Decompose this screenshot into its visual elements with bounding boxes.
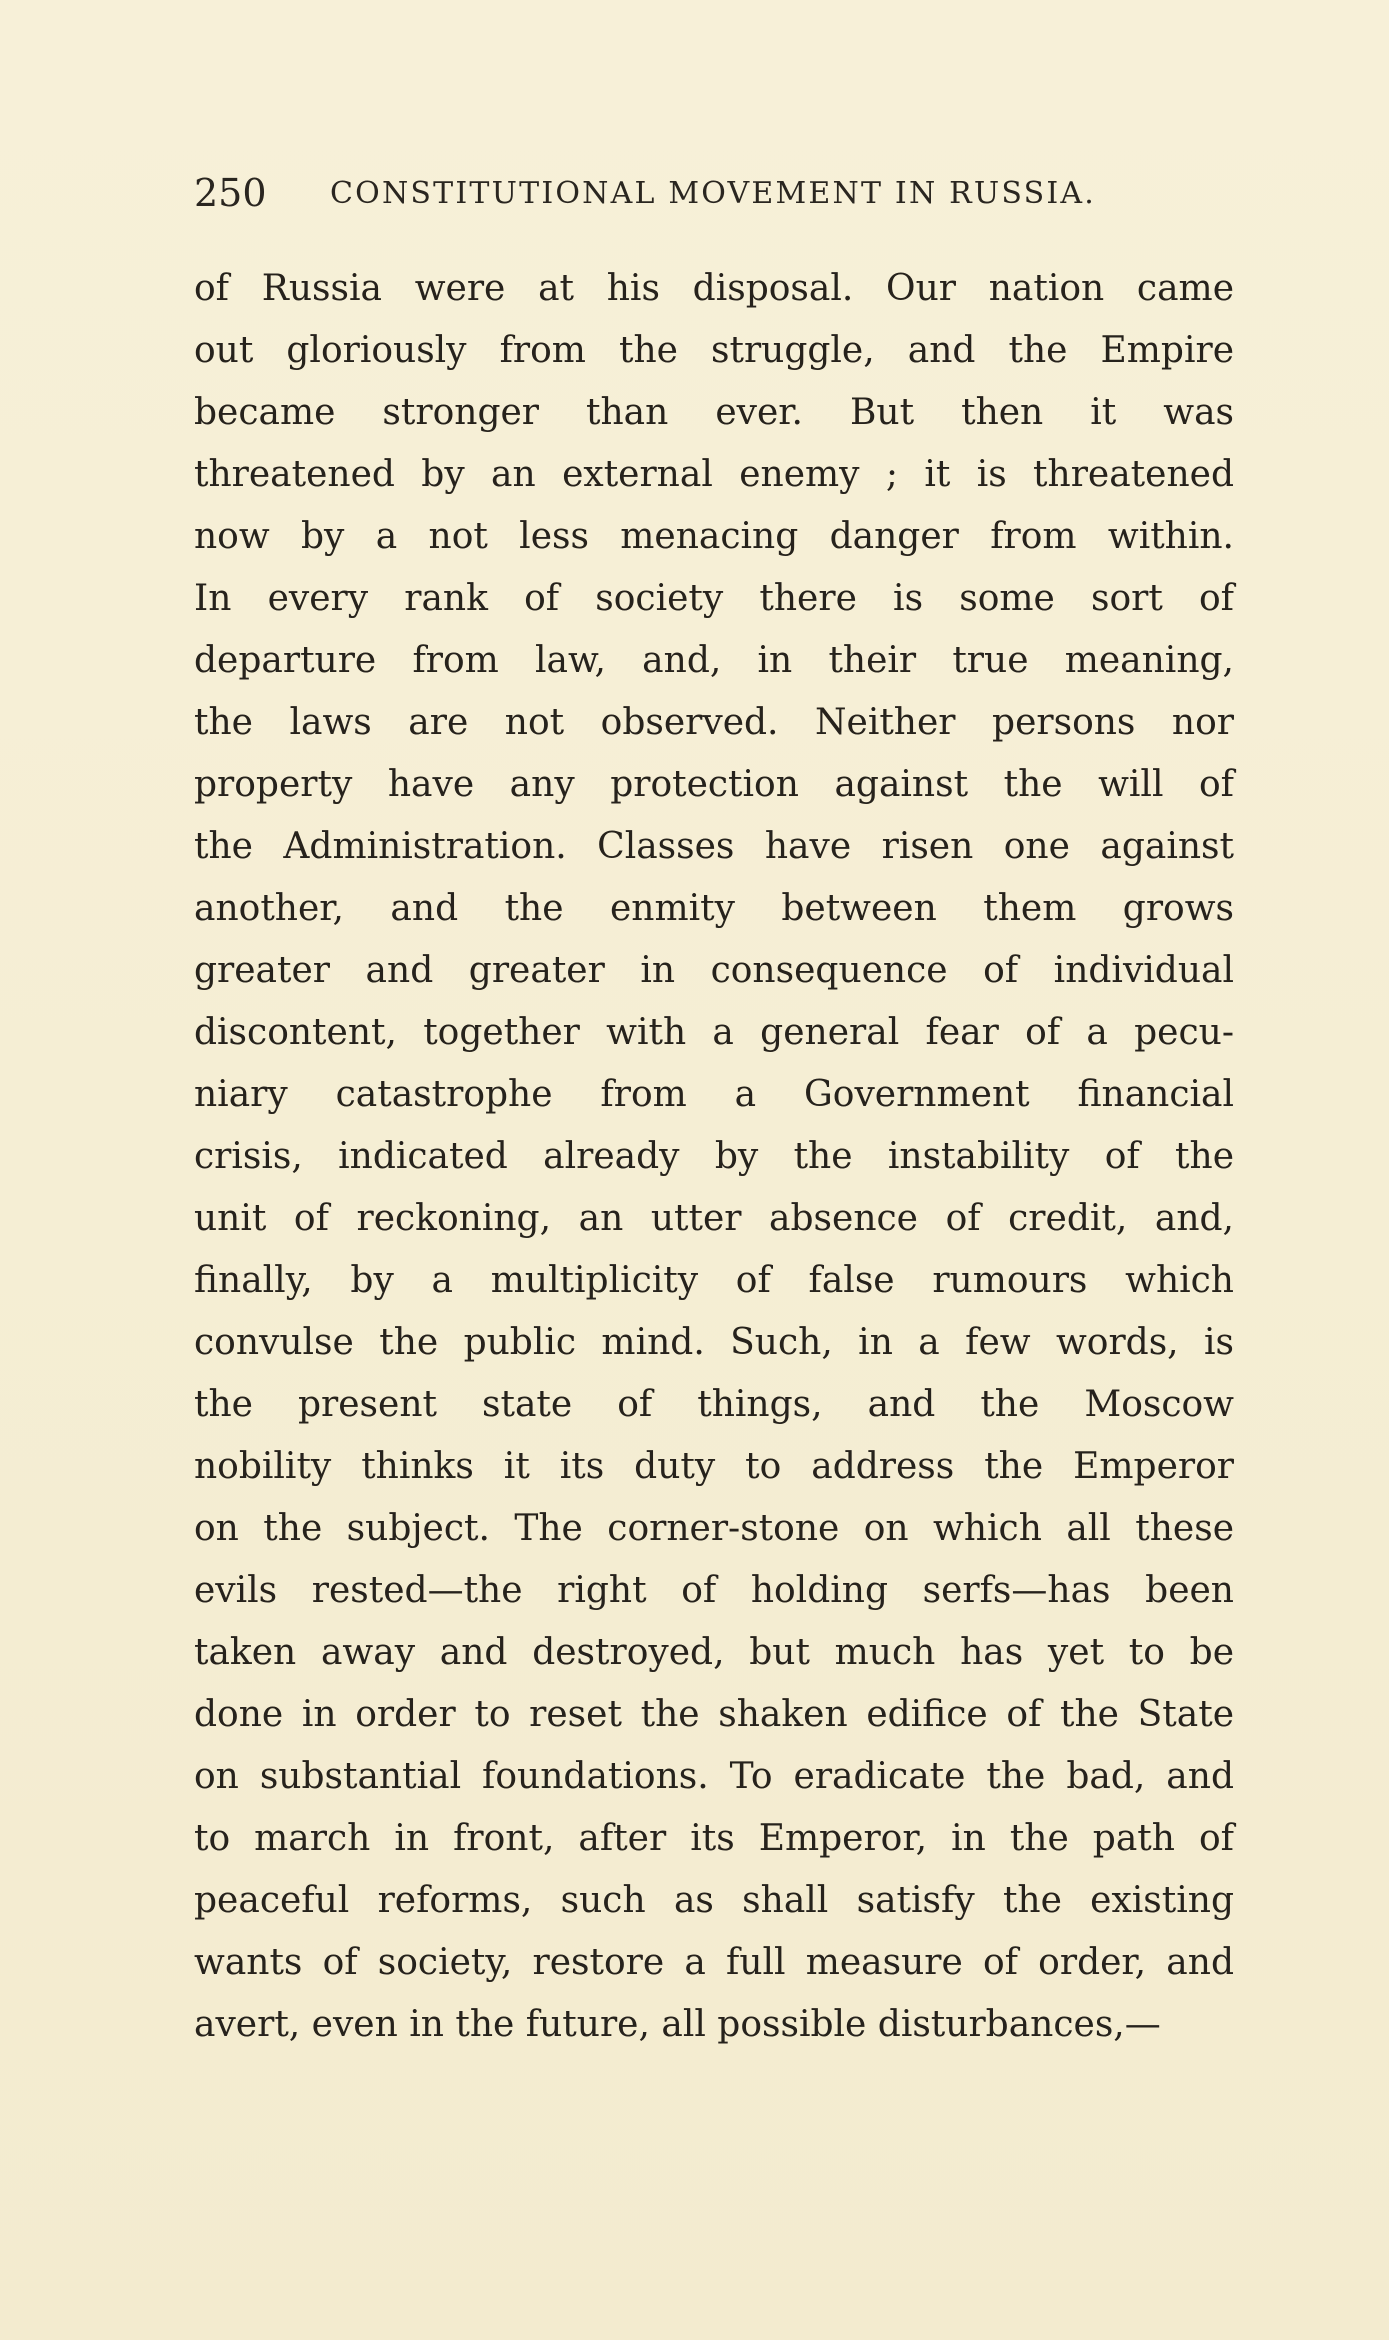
- page-number: 250: [194, 171, 267, 215]
- text-line: of Russia were at his disposal. Our nation came: [194, 268, 1234, 309]
- body-text: [194, 258, 1234, 2056]
- text-line: discontent, together with a general fear of a pecu-: [194, 1012, 1234, 1053]
- text-line: to march in front, after its Emperor, in the path of: [194, 1818, 1234, 1859]
- text-line: avert, even in the future, all possible disturbances,—: [194, 2004, 1161, 2045]
- text-line: another, and the enmity between them grows: [194, 888, 1234, 929]
- text-line: departure from law, and, in their true meaning,: [194, 640, 1234, 681]
- text-line: evils rested—the right of holding serfs—has been: [194, 1570, 1234, 1611]
- text-line: finally, by a multiplicity of false rumours which: [194, 1260, 1234, 1301]
- text-line: wants of society, restore a full measure of order, and: [194, 1942, 1234, 1983]
- text-line: convulse the public mind. Such, in a few words, is: [194, 1322, 1234, 1363]
- text-line: on the subject. The corner-stone on which all these: [194, 1508, 1234, 1549]
- text-line: the present state of things, and the Moscow: [194, 1384, 1234, 1425]
- text-line: unit of reckoning, an utter absence of credit, and,: [194, 1198, 1234, 1239]
- text-line: greater and greater in consequence of individual: [194, 950, 1234, 991]
- text-line: the Administration. Classes have risen one against: [194, 826, 1234, 867]
- text-line: on substantial foundations. To eradicate the bad, and: [194, 1756, 1234, 1797]
- text-line: the laws are not observed. Neither persons nor: [194, 702, 1234, 743]
- text-line: peaceful reforms, such as shall satisfy the existing: [194, 1880, 1234, 1921]
- text-line: property have any protection against the will of: [194, 764, 1234, 805]
- text-line: out gloriously from the struggle, and the Empire: [194, 330, 1234, 371]
- text-line: now by a not less menacing danger from within.: [194, 516, 1234, 557]
- text-line: In every rank of society there is some sort of: [194, 578, 1234, 619]
- text-line: crisis, indicated already by the instability of the: [194, 1136, 1234, 1177]
- text-line: niary catastrophe from a Government financial: [194, 1074, 1234, 1115]
- running-title: CONSTITUTIONAL MOVEMENT IN RUSSIA.: [330, 176, 1097, 211]
- text-line: done in order to reset the shaken edifice of the State: [194, 1694, 1234, 1735]
- text-line: became stronger than ever. But then it was: [194, 392, 1234, 433]
- text-line: taken away and destroyed, but much has yet to be: [194, 1632, 1234, 1673]
- text-line: nobility thinks it its duty to address the Emperor: [194, 1446, 1234, 1487]
- running-head: [194, 168, 1234, 218]
- text-line: threatened by an external enemy ; it is threatened: [194, 454, 1234, 495]
